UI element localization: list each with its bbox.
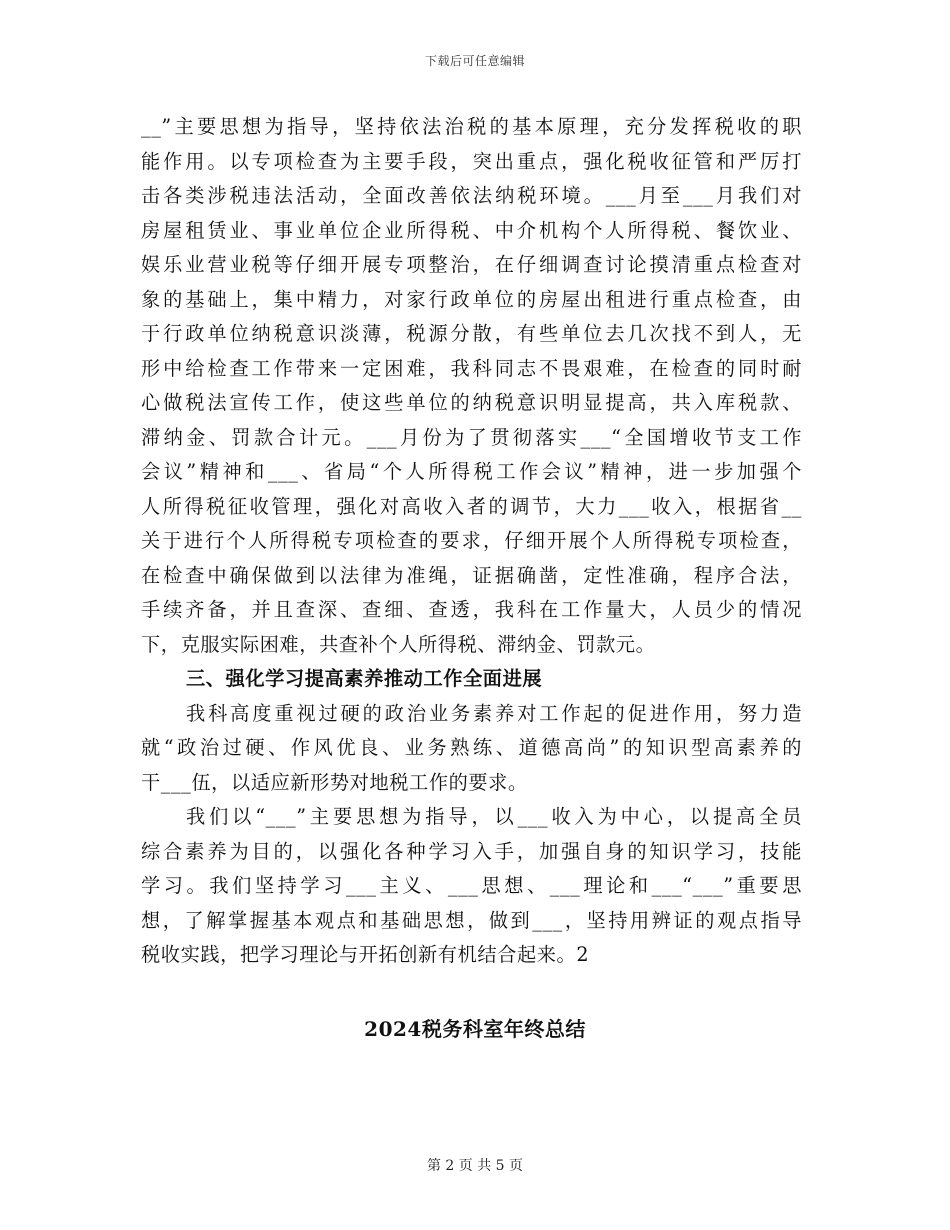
paragraph-line: 心做税法宣传工作，使这些单位的纳税意识明显提高，共入库税款、 xyxy=(141,391,802,414)
paragraph-line: 我科高度重视过硬的政治业务素养对工作起的促进作用，努力造 xyxy=(186,701,802,725)
paragraph-line: 想，了解掌握基本观点和基础思想，做到___，坚持用辨证的观点指导 xyxy=(141,908,802,932)
paragraph-line: 击各类涉税违法活动，全面改善依法纳税环境。___月至___月我们对 xyxy=(141,184,802,207)
paragraph-line: 手续齐备，并且查深、查细、查透，我科在工作量大，人员少的情况 xyxy=(141,598,802,621)
paragraph-line: 形中给检查工作带来一定困难，我科同志不畏艰难，在检查的同时耐 xyxy=(141,356,802,380)
section-heading: 三、强化学习提高素养推动工作全面进展 xyxy=(186,667,543,690)
paragraph-line: 滞纳金、罚款合计元。___月份为了贯彻落实___“全国增收节支工作 xyxy=(141,425,802,449)
paragraph-line: 人所得税征收管理，强化对高收入者的调节，大力___收入，根据省__ xyxy=(141,494,802,518)
paragraph-line: 下，克服实际困难，共查补个人所得税、滞纳金、罚款元。 xyxy=(141,632,656,656)
paragraph-line: 干___伍，以适应新形势对地税工作的要求。 xyxy=(141,770,528,794)
paragraph-line: 房屋租赁业、事业单位企业所得税、中介机构个人所得税、餐饮业、 xyxy=(141,218,802,242)
paragraph-line: 在检查中确保做到以法律为准绳，证据确凿，定性准确，程序合法， xyxy=(141,563,802,587)
body-text xyxy=(141,110,802,973)
paragraph-line: 能作用。以专项检查为主要手段，突出重点，强化税收征管和严厉打 xyxy=(141,149,802,173)
paragraph-line: __”主要思想为指导，坚持依法治税的基本原理，充分发挥税收的职 xyxy=(141,115,802,138)
paragraph-line: 学习。我们坚持学习___主义、___思想、___理论和___“___”重要思 xyxy=(141,874,802,897)
page-header: 下载后可任意编辑 xyxy=(424,54,525,68)
document-title: 2024税务科室年终总结 xyxy=(364,1017,586,1041)
paragraph-line: 象的基础上，集中精力，对家行政单位的房屋出租进行重点检查，由 xyxy=(141,287,802,311)
paragraph-line: 税收实践，把学习理论与开拓创新有机结合起来。2 xyxy=(141,943,590,966)
paragraph-line: 我们以“___”主要思想为指导，以___收入为中心，以提高全员 xyxy=(186,805,802,828)
page-number: 第 2 页 共 5 页 xyxy=(426,1158,524,1174)
paragraph-line: 关于进行个人所得税专项检查的要求，仔细开展个人所得税专项检查， xyxy=(141,529,802,552)
paragraph-line: 娱乐业营业税等仔细开展专项整治，在仔细调查讨论摸清重点检查对 xyxy=(141,253,802,276)
paragraph-line: 就“政治过硬、作风优良、业务熟练、道德高尚”的知识型高素养的 xyxy=(141,736,802,759)
paragraph-line: 会议”精神和___、省局“个人所得税工作会议”精神，进一步加强个 xyxy=(141,460,802,483)
paragraph-line: 综合素养为目的，以强化各种学习入手，加强自身的知识学习，技能 xyxy=(141,839,802,863)
paragraph-line: 于行政单位纳税意识淡薄，税源分散，有些单位去几次找不到人，无 xyxy=(141,322,802,345)
